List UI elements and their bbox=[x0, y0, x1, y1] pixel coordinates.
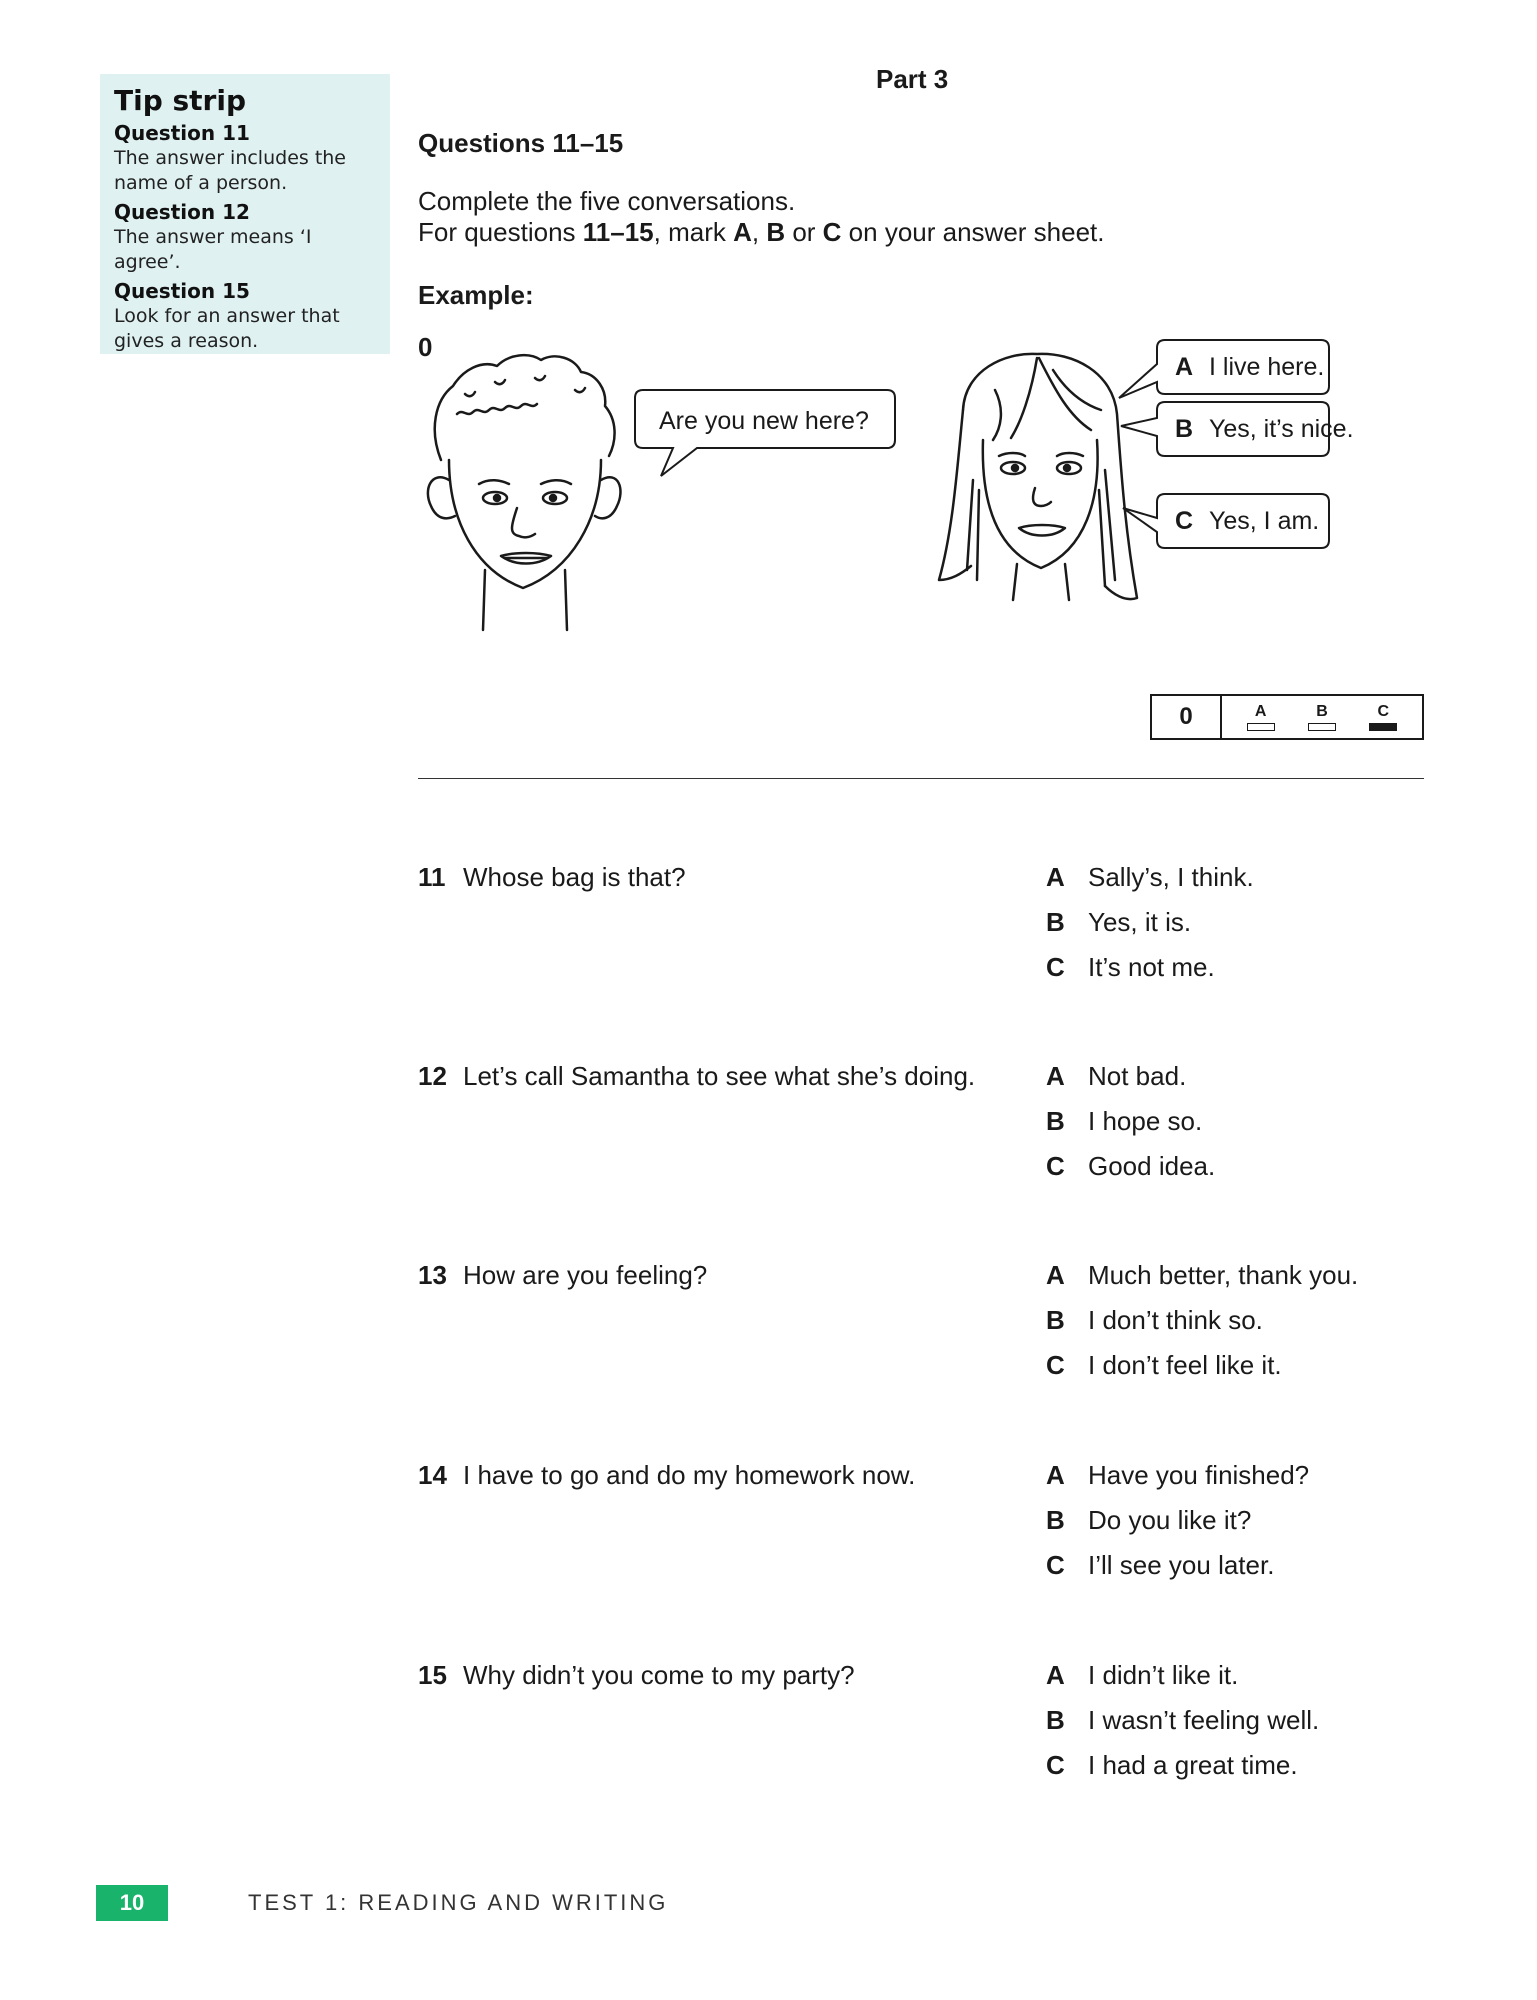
answer-key-letter: B bbox=[1316, 702, 1328, 720]
questions-range: Questions 11–15 bbox=[418, 128, 624, 158]
answer-option bbox=[1046, 1305, 1358, 1350]
tip-text: name of a person. bbox=[114, 172, 288, 194]
part-title: Part 3 bbox=[876, 64, 949, 94]
option-letter: A bbox=[1046, 1260, 1065, 1290]
answer-option bbox=[1046, 1260, 1358, 1305]
example-label: Example: bbox=[418, 280, 534, 310]
option-text: Not bad. bbox=[1088, 1061, 1187, 1091]
question-text: Let’s call Samantha to see what she’s doing. bbox=[463, 1061, 976, 1091]
answer-option bbox=[1046, 862, 1254, 907]
instruction-line: Complete the five conversations. bbox=[418, 186, 796, 216]
question-text: Whose bag is that? bbox=[463, 862, 686, 892]
boy-illustration bbox=[428, 355, 621, 630]
question-number: 14 bbox=[418, 1460, 447, 1490]
option-text: I don’t feel like it. bbox=[1088, 1350, 1282, 1380]
option-letter: C bbox=[1046, 1350, 1065, 1380]
tip-heading: Question 12 bbox=[114, 200, 250, 224]
option-text: I didn’t like it. bbox=[1088, 1660, 1239, 1690]
answer-key-options bbox=[1222, 696, 1422, 738]
instruction-bold: B bbox=[766, 217, 786, 247]
option-letter: C bbox=[1046, 1750, 1065, 1780]
answer-option bbox=[1046, 1151, 1215, 1196]
answer-key-option-a bbox=[1247, 704, 1275, 731]
instruction-text: on your answer sheet. bbox=[841, 217, 1105, 247]
tip-text: gives a reason. bbox=[114, 330, 259, 352]
answer-option bbox=[1046, 907, 1254, 952]
instruction-text: , mark bbox=[653, 217, 734, 247]
answer-key-letter: A bbox=[1254, 702, 1267, 720]
option-letter: A bbox=[1175, 353, 1194, 381]
instruction-line bbox=[418, 217, 1105, 248]
option-text: I had a great time. bbox=[1088, 1750, 1298, 1780]
answer-key-box bbox=[1247, 723, 1275, 731]
answer-option bbox=[1046, 952, 1254, 997]
example-illustration bbox=[405, 330, 1455, 670]
answer-key-number: 0 bbox=[1152, 696, 1222, 738]
instruction-text: , bbox=[751, 217, 767, 247]
option-text: I hope so. bbox=[1088, 1106, 1203, 1136]
answer-option bbox=[1046, 1550, 1309, 1595]
question-options bbox=[1046, 1260, 1358, 1395]
girl-speech-bubble-c bbox=[1123, 494, 1329, 548]
answer-option bbox=[1046, 1660, 1319, 1705]
answer-option bbox=[1046, 1705, 1319, 1750]
option-text: Do you like it? bbox=[1088, 1505, 1252, 1535]
answer-key-option-b bbox=[1308, 704, 1336, 731]
option-letter: A bbox=[1046, 1460, 1065, 1490]
tip-text: Look for an answer that bbox=[114, 305, 340, 327]
instruction-text: or bbox=[785, 217, 823, 247]
option-letter: A bbox=[1046, 1061, 1065, 1091]
girl-speech-bubble-b bbox=[1121, 402, 1354, 456]
answer-option bbox=[1046, 1061, 1215, 1106]
tip-item bbox=[114, 200, 376, 275]
tip-heading: Question 15 bbox=[114, 279, 250, 303]
answer-option bbox=[1046, 1750, 1319, 1795]
question-options bbox=[1046, 1460, 1309, 1595]
option-letter: A bbox=[1046, 1660, 1065, 1690]
answer-key-option-c bbox=[1369, 704, 1397, 731]
question-options bbox=[1046, 862, 1254, 997]
option-letter: B bbox=[1175, 415, 1194, 443]
question-text: I have to go and do my homework now. bbox=[463, 1460, 916, 1490]
answer-key-box bbox=[1308, 723, 1336, 731]
answer-key-letter: C bbox=[1377, 702, 1390, 720]
tip-text: The answer includes the bbox=[114, 147, 346, 169]
instruction-bold: A bbox=[733, 217, 752, 247]
answer-key-box-selected bbox=[1369, 723, 1397, 731]
girl-speech-bubble-a bbox=[1119, 340, 1329, 398]
example-number: 0 bbox=[418, 332, 433, 362]
tip-item bbox=[114, 279, 376, 354]
option-letter: B bbox=[1046, 1705, 1065, 1735]
question-number: 11 bbox=[418, 862, 446, 892]
boy-speech-bubble bbox=[635, 390, 895, 476]
option-letter: B bbox=[1046, 907, 1065, 937]
option-text: I don’t think so. bbox=[1088, 1305, 1263, 1335]
answer-option bbox=[1046, 1460, 1309, 1505]
example-answer-key bbox=[1150, 694, 1424, 740]
tip-item bbox=[114, 121, 376, 196]
option-text: It’s not me. bbox=[1088, 952, 1215, 982]
question-number: 12 bbox=[418, 1061, 447, 1091]
answer-option bbox=[1046, 1106, 1215, 1151]
instruction-text: For questions bbox=[418, 217, 583, 247]
tip-strip-title: Tip strip bbox=[114, 84, 246, 117]
option-text: Yes, it’s nice. bbox=[1209, 415, 1354, 443]
question-text: Why didn’t you come to my party? bbox=[463, 1660, 855, 1690]
option-text: Much better, thank you. bbox=[1088, 1260, 1359, 1290]
instruction-bold: 11–15 bbox=[582, 217, 654, 247]
answer-option bbox=[1046, 1505, 1309, 1550]
option-letter: C bbox=[1046, 952, 1065, 982]
option-letter: C bbox=[1175, 507, 1194, 535]
option-text: Sally’s, I think. bbox=[1088, 862, 1254, 892]
question-number: 15 bbox=[418, 1660, 447, 1690]
option-text: I wasn’t feeling well. bbox=[1088, 1705, 1320, 1735]
option-text: Have you finished? bbox=[1088, 1460, 1310, 1490]
question-options bbox=[1046, 1660, 1319, 1795]
question-options bbox=[1046, 1061, 1215, 1196]
footer-title: TEST 1: READING AND WRITING bbox=[248, 1890, 669, 1915]
tip-strip bbox=[100, 74, 390, 354]
instructions bbox=[418, 186, 1105, 248]
page-number: 10 bbox=[96, 1885, 168, 1921]
option-text: I’ll see you later. bbox=[1088, 1550, 1275, 1580]
answer-option bbox=[1046, 1350, 1358, 1395]
girl-illustration bbox=[939, 354, 1137, 600]
option-text: I live here. bbox=[1209, 353, 1325, 381]
option-letter: B bbox=[1046, 1305, 1065, 1335]
option-text: Good idea. bbox=[1088, 1151, 1216, 1181]
option-letter: C bbox=[1046, 1151, 1065, 1181]
option-letter: C bbox=[1046, 1550, 1065, 1580]
divider bbox=[418, 778, 1424, 779]
option-letter: B bbox=[1046, 1505, 1065, 1535]
instruction-bold: C bbox=[822, 217, 842, 247]
option-text: Yes, I am. bbox=[1209, 507, 1320, 535]
question-number: 13 bbox=[418, 1260, 447, 1290]
option-letter: B bbox=[1046, 1106, 1065, 1136]
question-text: How are you feeling? bbox=[463, 1260, 708, 1290]
option-text: Yes, it is. bbox=[1088, 907, 1192, 937]
option-letter: A bbox=[1046, 862, 1065, 892]
boy-speech-text: Are you new here? bbox=[659, 407, 869, 435]
tip-text: The answer means ‘I agree’. bbox=[114, 226, 312, 273]
tip-heading: Question 11 bbox=[114, 121, 250, 145]
